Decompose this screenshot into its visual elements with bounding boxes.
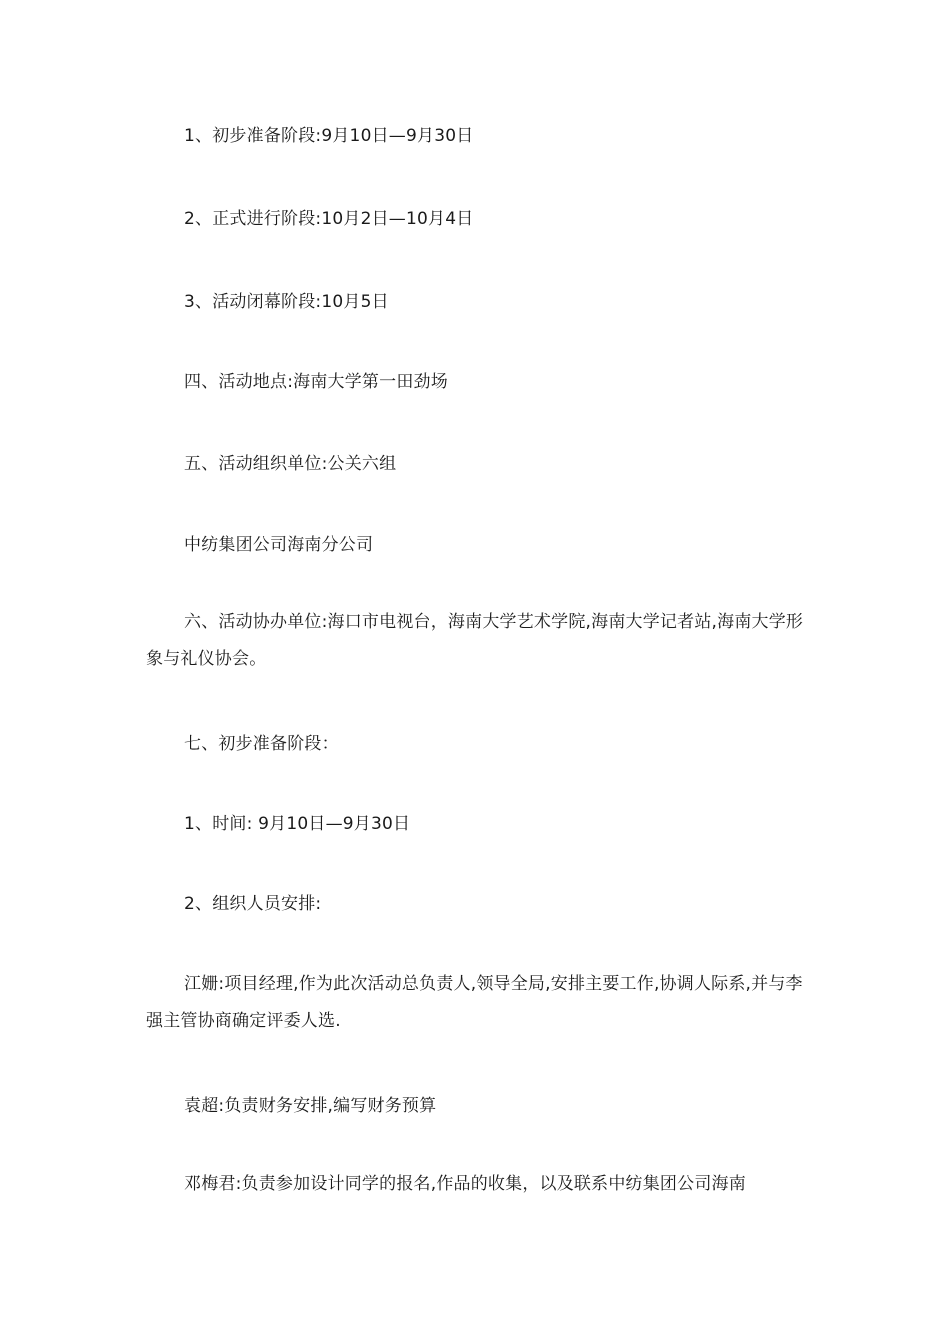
paragraph-organizer-company: 中纺集团公司海南分公司 (184, 535, 374, 555)
paragraph-yuanchao: 袁超:负责财务安排,编写财务预算 (184, 1096, 437, 1116)
paragraph-time: 1、时间: 9月10日—9月30日 (184, 814, 411, 834)
paragraph-venue: 四、活动地点:海南大学第一田劲场 (184, 372, 448, 392)
paragraph-staffing: 2、组织人员安排: (184, 894, 322, 914)
paragraph-dengmeijun: 邓梅君:负责参加设计同学的报名,作品的收集，以及联系中纺集团公司海南 (184, 1174, 746, 1194)
paragraph-formal-stage: 2、正式进行阶段:10月2日—10月4日 (184, 209, 474, 229)
paragraph-co-organizers: 六、活动协办单位:海口市电视台，海南大学艺术学院,海南大学记者站,海南大学形象与礼仪协会。 (146, 612, 804, 669)
paragraph-closing-stage: 3、活动闭幕阶段:10月5日 (184, 292, 389, 312)
paragraph-section-seven: 七、初步准备阶段： (184, 734, 339, 754)
paragraph-jiangshan: 江姗:项目经理,作为此次活动总负责人,领导全局,安排主要工作,协调人际系,并与李强主管协商确定评委人选. (146, 974, 803, 1031)
paragraph-prep-stage: 1、初步准备阶段:9月10日—9月30日 (184, 126, 474, 146)
paragraph-organizer: 五、活动组织单位:公关六组 (184, 454, 397, 474)
